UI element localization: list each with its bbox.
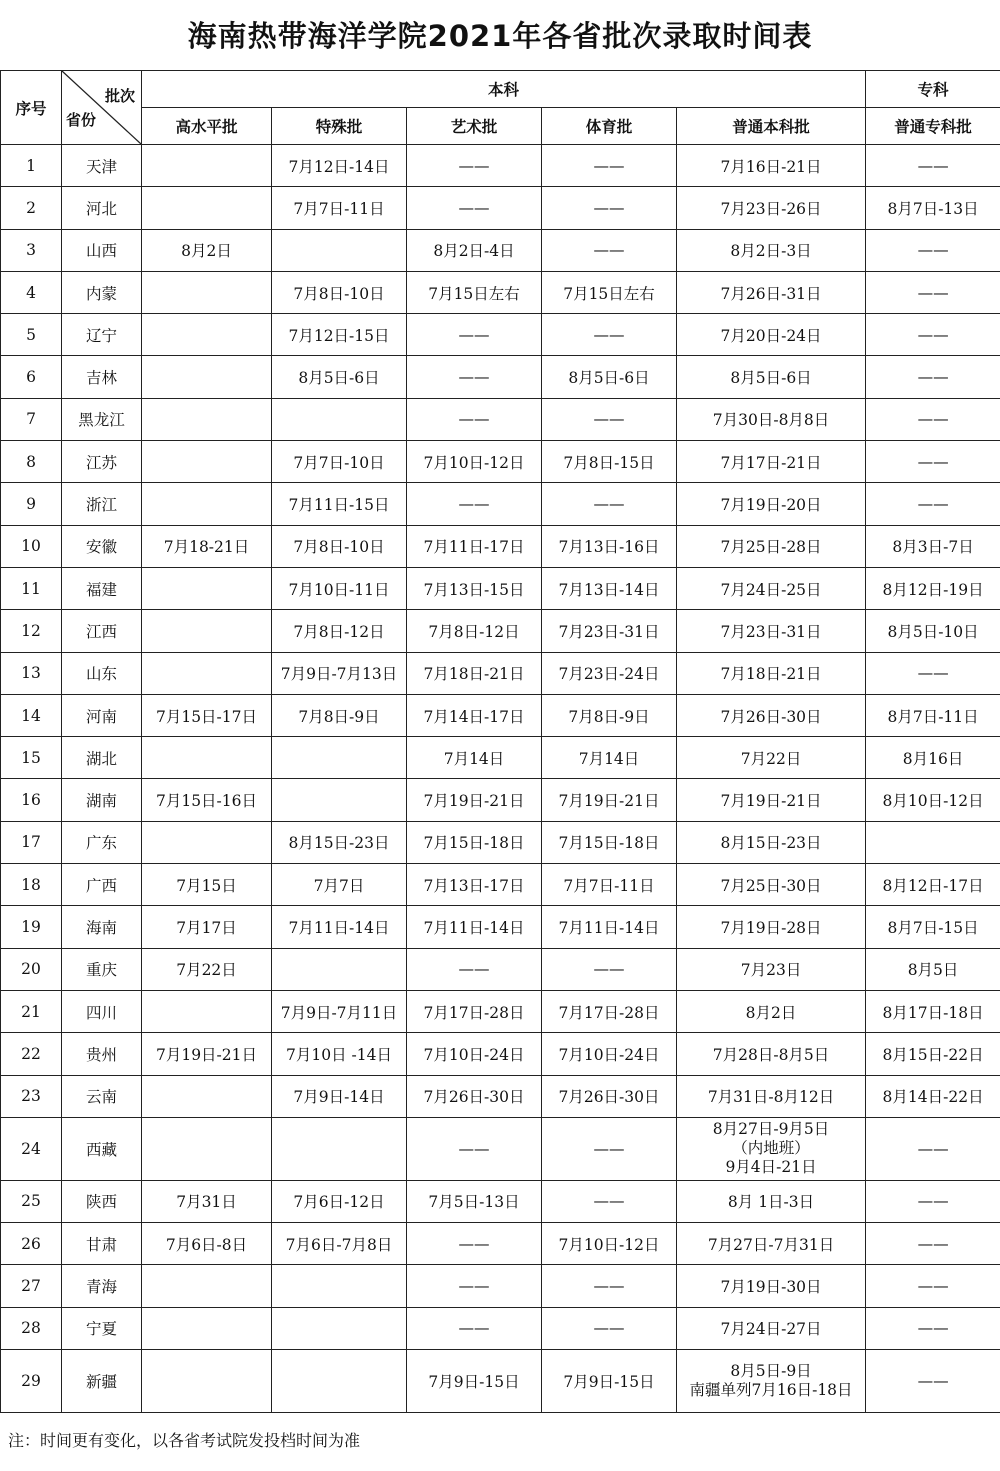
row-index: 1 — [1, 145, 62, 187]
row-index: 16 — [1, 779, 62, 821]
cell-regular-undergrad: 7月26日-31日 — [677, 271, 866, 313]
row-province: 广西 — [62, 864, 142, 906]
row-index: 11 — [1, 567, 62, 609]
cell-high-level — [142, 356, 272, 398]
cell-regular-undergrad: 7月18日-21日 — [677, 652, 866, 694]
header-diagonal-cell — [62, 71, 142, 145]
cell-art: —— — [407, 948, 542, 990]
row-province: 吉林 — [62, 356, 142, 398]
header-col-regular-undergrad: 普通本科批 — [677, 108, 866, 145]
cell-special: 7月7日-10日 — [272, 441, 407, 483]
row-index: 22 — [1, 1033, 62, 1075]
row-index: 14 — [1, 694, 62, 736]
table-row — [1, 610, 1000, 652]
cell-art: —— — [407, 1265, 542, 1307]
cell-regular-junior: 8月7日-13日 — [866, 187, 1000, 229]
row-province: 辽宁 — [62, 314, 142, 356]
cell-art: 7月10日-12日 — [407, 441, 542, 483]
cell-art: —— — [407, 187, 542, 229]
cell-regular-junior: —— — [866, 1180, 1000, 1222]
row-index: 8 — [1, 441, 62, 483]
row-province: 重庆 — [62, 948, 142, 990]
cell-high-level — [142, 1307, 272, 1349]
row-province: 宁夏 — [62, 1307, 142, 1349]
table-row — [1, 694, 1000, 736]
table-row — [1, 441, 1000, 483]
table-row — [1, 229, 1000, 271]
cell-art: 7月11日-14日 — [407, 906, 542, 948]
cell-regular-undergrad: 7月23日-31日 — [677, 610, 866, 652]
row-index: 17 — [1, 821, 62, 863]
cell-regular-junior: 8月16日 — [866, 737, 1000, 779]
cell-special — [272, 229, 407, 271]
cell-regular-undergrad: 7月25日-28日 — [677, 525, 866, 567]
header-group-zhuanke: 专科 — [866, 71, 1000, 108]
cell-high-level: 7月15日-16日 — [142, 779, 272, 821]
cell-line: 8月27日-9月5日 — [712, 1120, 830, 1139]
cell-art: 7月15日-18日 — [407, 821, 542, 863]
cell-sports: 7月10日-12日 — [542, 1223, 677, 1265]
cell-high-level — [142, 821, 272, 863]
diagonal-line — [62, 71, 141, 144]
cell-sports: —— — [542, 1180, 677, 1222]
cell-special — [272, 737, 407, 779]
cell-regular-undergrad: 7月25日-30日 — [677, 864, 866, 906]
cell-sports: 7月13日-16日 — [542, 525, 677, 567]
cell-regular-undergrad: 7月23日-26日 — [677, 187, 866, 229]
cell-art: 7月26日-30日 — [407, 1075, 542, 1117]
cell-special: 8月5日-6日 — [272, 356, 407, 398]
cell-high-level — [142, 398, 272, 440]
cell-regular-junior: —— — [866, 1117, 1000, 1180]
cell-regular-undergrad: 7月31日-8月12日 — [677, 1075, 866, 1117]
cell-art: 7月8日-12日 — [407, 610, 542, 652]
cell-high-level: 7月15日 — [142, 864, 272, 906]
cell-sports: 7月11日-14日 — [542, 906, 677, 948]
cell-art: 7月15日左右 — [407, 271, 542, 313]
cell-regular-junior: —— — [866, 1223, 1000, 1265]
cell-sports: —— — [542, 314, 677, 356]
cell-regular-undergrad: 8月 1日-3日 — [677, 1180, 866, 1222]
cell-regular-undergrad: 8月2日-3日 — [677, 229, 866, 271]
row-index: 25 — [1, 1180, 62, 1222]
cell-sports: 7月10日-24日 — [542, 1033, 677, 1075]
row-province: 青海 — [62, 1265, 142, 1307]
cell-regular-junior: —— — [866, 398, 1000, 440]
row-province: 山西 — [62, 229, 142, 271]
cell-special — [272, 1307, 407, 1349]
cell-sports: —— — [542, 1265, 677, 1307]
cell-sports: 7月19日-21日 — [542, 779, 677, 821]
table-row — [1, 737, 1000, 779]
cell-high-level — [142, 145, 272, 187]
cell-art: 7月17日-28日 — [407, 990, 542, 1032]
cell-art: 7月14日 — [407, 737, 542, 779]
header-col-high-level: 高水平批 — [142, 108, 272, 145]
row-province: 四川 — [62, 990, 142, 1032]
cell-regular-undergrad: 7月20日-24日 — [677, 314, 866, 356]
cell-regular-junior: —— — [866, 1307, 1000, 1349]
header-col-art: 艺术批 — [407, 108, 542, 145]
row-index: 13 — [1, 652, 62, 694]
cell-high-level — [142, 990, 272, 1032]
table-row — [1, 271, 1000, 313]
cell-high-level — [142, 652, 272, 694]
table-row — [1, 864, 1000, 906]
row-province: 安徽 — [62, 525, 142, 567]
row-index: 6 — [1, 356, 62, 398]
cell-sports: 7月14日 — [542, 737, 677, 779]
cell-special: 7月6日-7月8日 — [272, 1223, 407, 1265]
cell-high-level — [142, 271, 272, 313]
row-index: 29 — [1, 1350, 62, 1413]
cell-regular-junior: 8月7日-11日 — [866, 694, 1000, 736]
cell-art: —— — [407, 356, 542, 398]
row-index: 28 — [1, 1307, 62, 1349]
cell-art: 7月10日-24日 — [407, 1033, 542, 1075]
cell-special — [272, 1117, 407, 1180]
cell-regular-junior: —— — [866, 1350, 1000, 1413]
cell-special — [272, 779, 407, 821]
cell-high-level: 7月19日-21日 — [142, 1033, 272, 1075]
cell-high-level — [142, 441, 272, 483]
cell-sports: —— — [542, 398, 677, 440]
table-row — [1, 779, 1000, 821]
header-group-benke: 本科 — [142, 71, 866, 108]
row-index: 2 — [1, 187, 62, 229]
table-row — [1, 145, 1000, 187]
cell-sports: 7月23日-31日 — [542, 610, 677, 652]
cell-art: —— — [407, 145, 542, 187]
table-row — [1, 398, 1000, 440]
cell-sports: —— — [542, 187, 677, 229]
cell-regular-junior: —— — [866, 652, 1000, 694]
cell-regular-undergrad: 8月2日 — [677, 990, 866, 1032]
cell-regular-junior: 8月5日-10日 — [866, 610, 1000, 652]
cell-special: 7月8日-9日 — [272, 694, 407, 736]
cell-art: 7月11日-17日 — [407, 525, 542, 567]
row-province: 陕西 — [62, 1180, 142, 1222]
header-province-label: 省份 — [66, 111, 97, 129]
row-index: 26 — [1, 1223, 62, 1265]
cell-regular-junior: —— — [866, 271, 1000, 313]
cell-regular-undergrad: 7月28日-8月5日 — [677, 1033, 866, 1075]
row-province: 河北 — [62, 187, 142, 229]
header-col-special: 特殊批 — [272, 108, 407, 145]
cell-regular-undergrad: 7月17日-21日 — [677, 441, 866, 483]
table-row — [1, 525, 1000, 567]
cell-sports: —— — [542, 229, 677, 271]
row-province: 贵州 — [62, 1033, 142, 1075]
cell-high-level — [142, 610, 272, 652]
table-row — [1, 187, 1000, 229]
header-col-regular-junior: 普通专科批 — [866, 108, 1000, 145]
cell-special: 7月8日-12日 — [272, 610, 407, 652]
cell-regular-junior: —— — [866, 145, 1000, 187]
cell-special: 7月12日-14日 — [272, 145, 407, 187]
cell-regular-undergrad — [677, 1350, 866, 1413]
cell-art: 7月5日-13日 — [407, 1180, 542, 1222]
row-index: 20 — [1, 948, 62, 990]
cell-regular-undergrad: 7月19日-30日 — [677, 1265, 866, 1307]
cell-art: —— — [407, 314, 542, 356]
cell-regular-undergrad: 7月16日-21日 — [677, 145, 866, 187]
cell-regular-junior: 8月12日-19日 — [866, 567, 1000, 609]
table-row — [1, 1117, 1000, 1180]
cell-special: 7月9日-7月13日 — [272, 652, 407, 694]
row-index: 3 — [1, 229, 62, 271]
cell-line: （内地班） — [732, 1139, 810, 1158]
cell-regular-junior: —— — [866, 441, 1000, 483]
cell-special — [272, 398, 407, 440]
table-row — [1, 356, 1000, 398]
row-province: 广东 — [62, 821, 142, 863]
row-province: 江西 — [62, 610, 142, 652]
footnote: 注：时间更有变化，以各省考试院发投档时间为准 — [8, 1431, 361, 1450]
row-index: 15 — [1, 737, 62, 779]
row-index: 24 — [1, 1117, 62, 1180]
cell-art: 7月19日-21日 — [407, 779, 542, 821]
row-index: 5 — [1, 314, 62, 356]
cell-special — [272, 1350, 407, 1413]
row-index: 7 — [1, 398, 62, 440]
cell-regular-junior: —— — [866, 1265, 1000, 1307]
cell-sports: 7月23日-24日 — [542, 652, 677, 694]
row-province: 江苏 — [62, 441, 142, 483]
cell-sports: —— — [542, 1117, 677, 1180]
table-row — [1, 906, 1000, 948]
row-index: 12 — [1, 610, 62, 652]
cell-high-level — [142, 483, 272, 525]
cell-art: 8月2日-4日 — [407, 229, 542, 271]
cell-art: 7月18日-21日 — [407, 652, 542, 694]
table-row — [1, 567, 1000, 609]
table-row — [1, 1350, 1000, 1413]
cell-special: 7月9日-7月11日 — [272, 990, 407, 1032]
cell-regular-undergrad: 8月15日-23日 — [677, 821, 866, 863]
cell-high-level: 7月6日-8日 — [142, 1223, 272, 1265]
cell-sports: 8月5日-6日 — [542, 356, 677, 398]
cell-art: —— — [407, 1307, 542, 1349]
cell-special: 7月7日-11日 — [272, 187, 407, 229]
table-row — [1, 652, 1000, 694]
cell-regular-undergrad: 7月22日 — [677, 737, 866, 779]
cell-regular-junior: 8月7日-15日 — [866, 906, 1000, 948]
table-row — [1, 314, 1000, 356]
cell-art: 7月13日-15日 — [407, 567, 542, 609]
cell-high-level — [142, 1265, 272, 1307]
cell-art: —— — [407, 1117, 542, 1180]
cell-regular-junior: 8月17日-18日 — [866, 990, 1000, 1032]
cell-regular-junior: —— — [866, 229, 1000, 271]
cell-regular-undergrad: 7月19日-28日 — [677, 906, 866, 948]
cell-sports: —— — [542, 145, 677, 187]
row-province: 天津 — [62, 145, 142, 187]
cell-high-level — [142, 1117, 272, 1180]
cell-special: 7月12日-15日 — [272, 314, 407, 356]
cell-line: 8月5日-9日 — [730, 1362, 812, 1381]
table-row — [1, 990, 1000, 1032]
table-row — [1, 1265, 1000, 1307]
header-batch-label: 批次 — [104, 87, 135, 105]
cell-special: 8月15日-23日 — [272, 821, 407, 863]
cell-regular-junior: 8月3日-7日 — [866, 525, 1000, 567]
cell-regular-junior: —— — [866, 314, 1000, 356]
cell-regular-junior: 8月10日-12日 — [866, 779, 1000, 821]
table-row — [1, 821, 1000, 863]
row-index: 23 — [1, 1075, 62, 1117]
cell-art: 7月9日-15日 — [407, 1350, 542, 1413]
cell-regular-junior: 8月12日-17日 — [866, 864, 1000, 906]
row-province: 甘肃 — [62, 1223, 142, 1265]
header-col-sports: 体育批 — [542, 108, 677, 145]
cell-art: —— — [407, 398, 542, 440]
cell-regular-junior: 8月5日 — [866, 948, 1000, 990]
row-province: 海南 — [62, 906, 142, 948]
cell-special: 7月10日-11日 — [272, 567, 407, 609]
cell-special: 7月7日 — [272, 864, 407, 906]
cell-sports: 7月8日-9日 — [542, 694, 677, 736]
row-province: 湖南 — [62, 779, 142, 821]
cell-regular-undergrad: 7月30日-8月8日 — [677, 398, 866, 440]
cell-high-level: 8月2日 — [142, 229, 272, 271]
row-index: 27 — [1, 1265, 62, 1307]
cell-regular-undergrad: 7月24日-27日 — [677, 1307, 866, 1349]
table-row — [1, 1180, 1000, 1222]
row-index: 4 — [1, 271, 62, 313]
cell-high-level — [142, 314, 272, 356]
row-province: 西藏 — [62, 1117, 142, 1180]
cell-special: 7月9日-14日 — [272, 1075, 407, 1117]
cell-high-level: 7月17日 — [142, 906, 272, 948]
cell-sports: 7月17日-28日 — [542, 990, 677, 1032]
row-province: 河南 — [62, 694, 142, 736]
row-province: 黑龙江 — [62, 398, 142, 440]
cell-high-level — [142, 1350, 272, 1413]
row-province: 浙江 — [62, 483, 142, 525]
admission-schedule-table — [0, 70, 1000, 1413]
cell-special: 7月11日-14日 — [272, 906, 407, 948]
cell-sports: 7月7日-11日 — [542, 864, 677, 906]
cell-regular-undergrad — [677, 1117, 866, 1180]
cell-art: —— — [407, 483, 542, 525]
cell-special: 7月8日-10日 — [272, 271, 407, 313]
cell-regular-undergrad: 7月26日-30日 — [677, 694, 866, 736]
table-row — [1, 1223, 1000, 1265]
cell-high-level: 7月31日 — [142, 1180, 272, 1222]
cell-art: 7月13日-17日 — [407, 864, 542, 906]
cell-regular-junior — [866, 821, 1000, 863]
cell-art: 7月14日-17日 — [407, 694, 542, 736]
cell-regular-undergrad: 7月27日-7月31日 — [677, 1223, 866, 1265]
cell-sports: —— — [542, 1307, 677, 1349]
cell-high-level: 7月15日-17日 — [142, 694, 272, 736]
header-index: 序号 — [1, 71, 62, 145]
cell-sports: 7月15日-18日 — [542, 821, 677, 863]
row-province: 福建 — [62, 567, 142, 609]
row-province: 湖北 — [62, 737, 142, 779]
cell-special: 7月8日-10日 — [272, 525, 407, 567]
row-province: 云南 — [62, 1075, 142, 1117]
cell-line: 9月4日-21日 — [725, 1158, 817, 1177]
cell-regular-junior: 8月14日-22日 — [866, 1075, 1000, 1117]
cell-sports: —— — [542, 948, 677, 990]
row-index: 18 — [1, 864, 62, 906]
cell-sports: 7月13日-14日 — [542, 567, 677, 609]
cell-sports: 7月9日-15日 — [542, 1350, 677, 1413]
cell-high-level — [142, 567, 272, 609]
cell-regular-undergrad: 7月19日-20日 — [677, 483, 866, 525]
row-index: 10 — [1, 525, 62, 567]
cell-special: 7月6日-12日 — [272, 1180, 407, 1222]
cell-regular-junior: —— — [866, 356, 1000, 398]
cell-sports: —— — [542, 483, 677, 525]
cell-regular-junior: 8月15日-22日 — [866, 1033, 1000, 1075]
row-index: 19 — [1, 906, 62, 948]
row-province: 山东 — [62, 652, 142, 694]
cell-high-level — [142, 737, 272, 779]
cell-regular-undergrad: 7月23日 — [677, 948, 866, 990]
row-province: 新疆 — [62, 1350, 142, 1413]
table-row — [1, 1307, 1000, 1349]
cell-sports: 7月26日-30日 — [542, 1075, 677, 1117]
cell-high-level: 7月22日 — [142, 948, 272, 990]
cell-regular-junior: —— — [866, 483, 1000, 525]
table-row — [1, 948, 1000, 990]
cell-high-level: 7月18-21日 — [142, 525, 272, 567]
cell-regular-undergrad: 8月5日-6日 — [677, 356, 866, 398]
cell-regular-undergrad: 7月19日-21日 — [677, 779, 866, 821]
row-index: 9 — [1, 483, 62, 525]
cell-high-level — [142, 187, 272, 229]
cell-line: 南疆单列7月16日-18日 — [689, 1381, 853, 1400]
cell-special: 7月10日 -14日 — [272, 1033, 407, 1075]
cell-art: —— — [407, 1223, 542, 1265]
table-row — [1, 483, 1000, 525]
table-row — [1, 1033, 1000, 1075]
cell-special: 7月11日-15日 — [272, 483, 407, 525]
row-province: 内蒙 — [62, 271, 142, 313]
page-title: 海南热带海洋学院2021年各省批次录取时间表 — [187, 19, 813, 53]
cell-regular-undergrad: 7月24日-25日 — [677, 567, 866, 609]
row-index: 21 — [1, 990, 62, 1032]
cell-high-level — [142, 1075, 272, 1117]
table-row — [1, 1075, 1000, 1117]
cell-sports: 7月15日左右 — [542, 271, 677, 313]
cell-special — [272, 1265, 407, 1307]
cell-special — [272, 948, 407, 990]
cell-sports: 7月8日-15日 — [542, 441, 677, 483]
